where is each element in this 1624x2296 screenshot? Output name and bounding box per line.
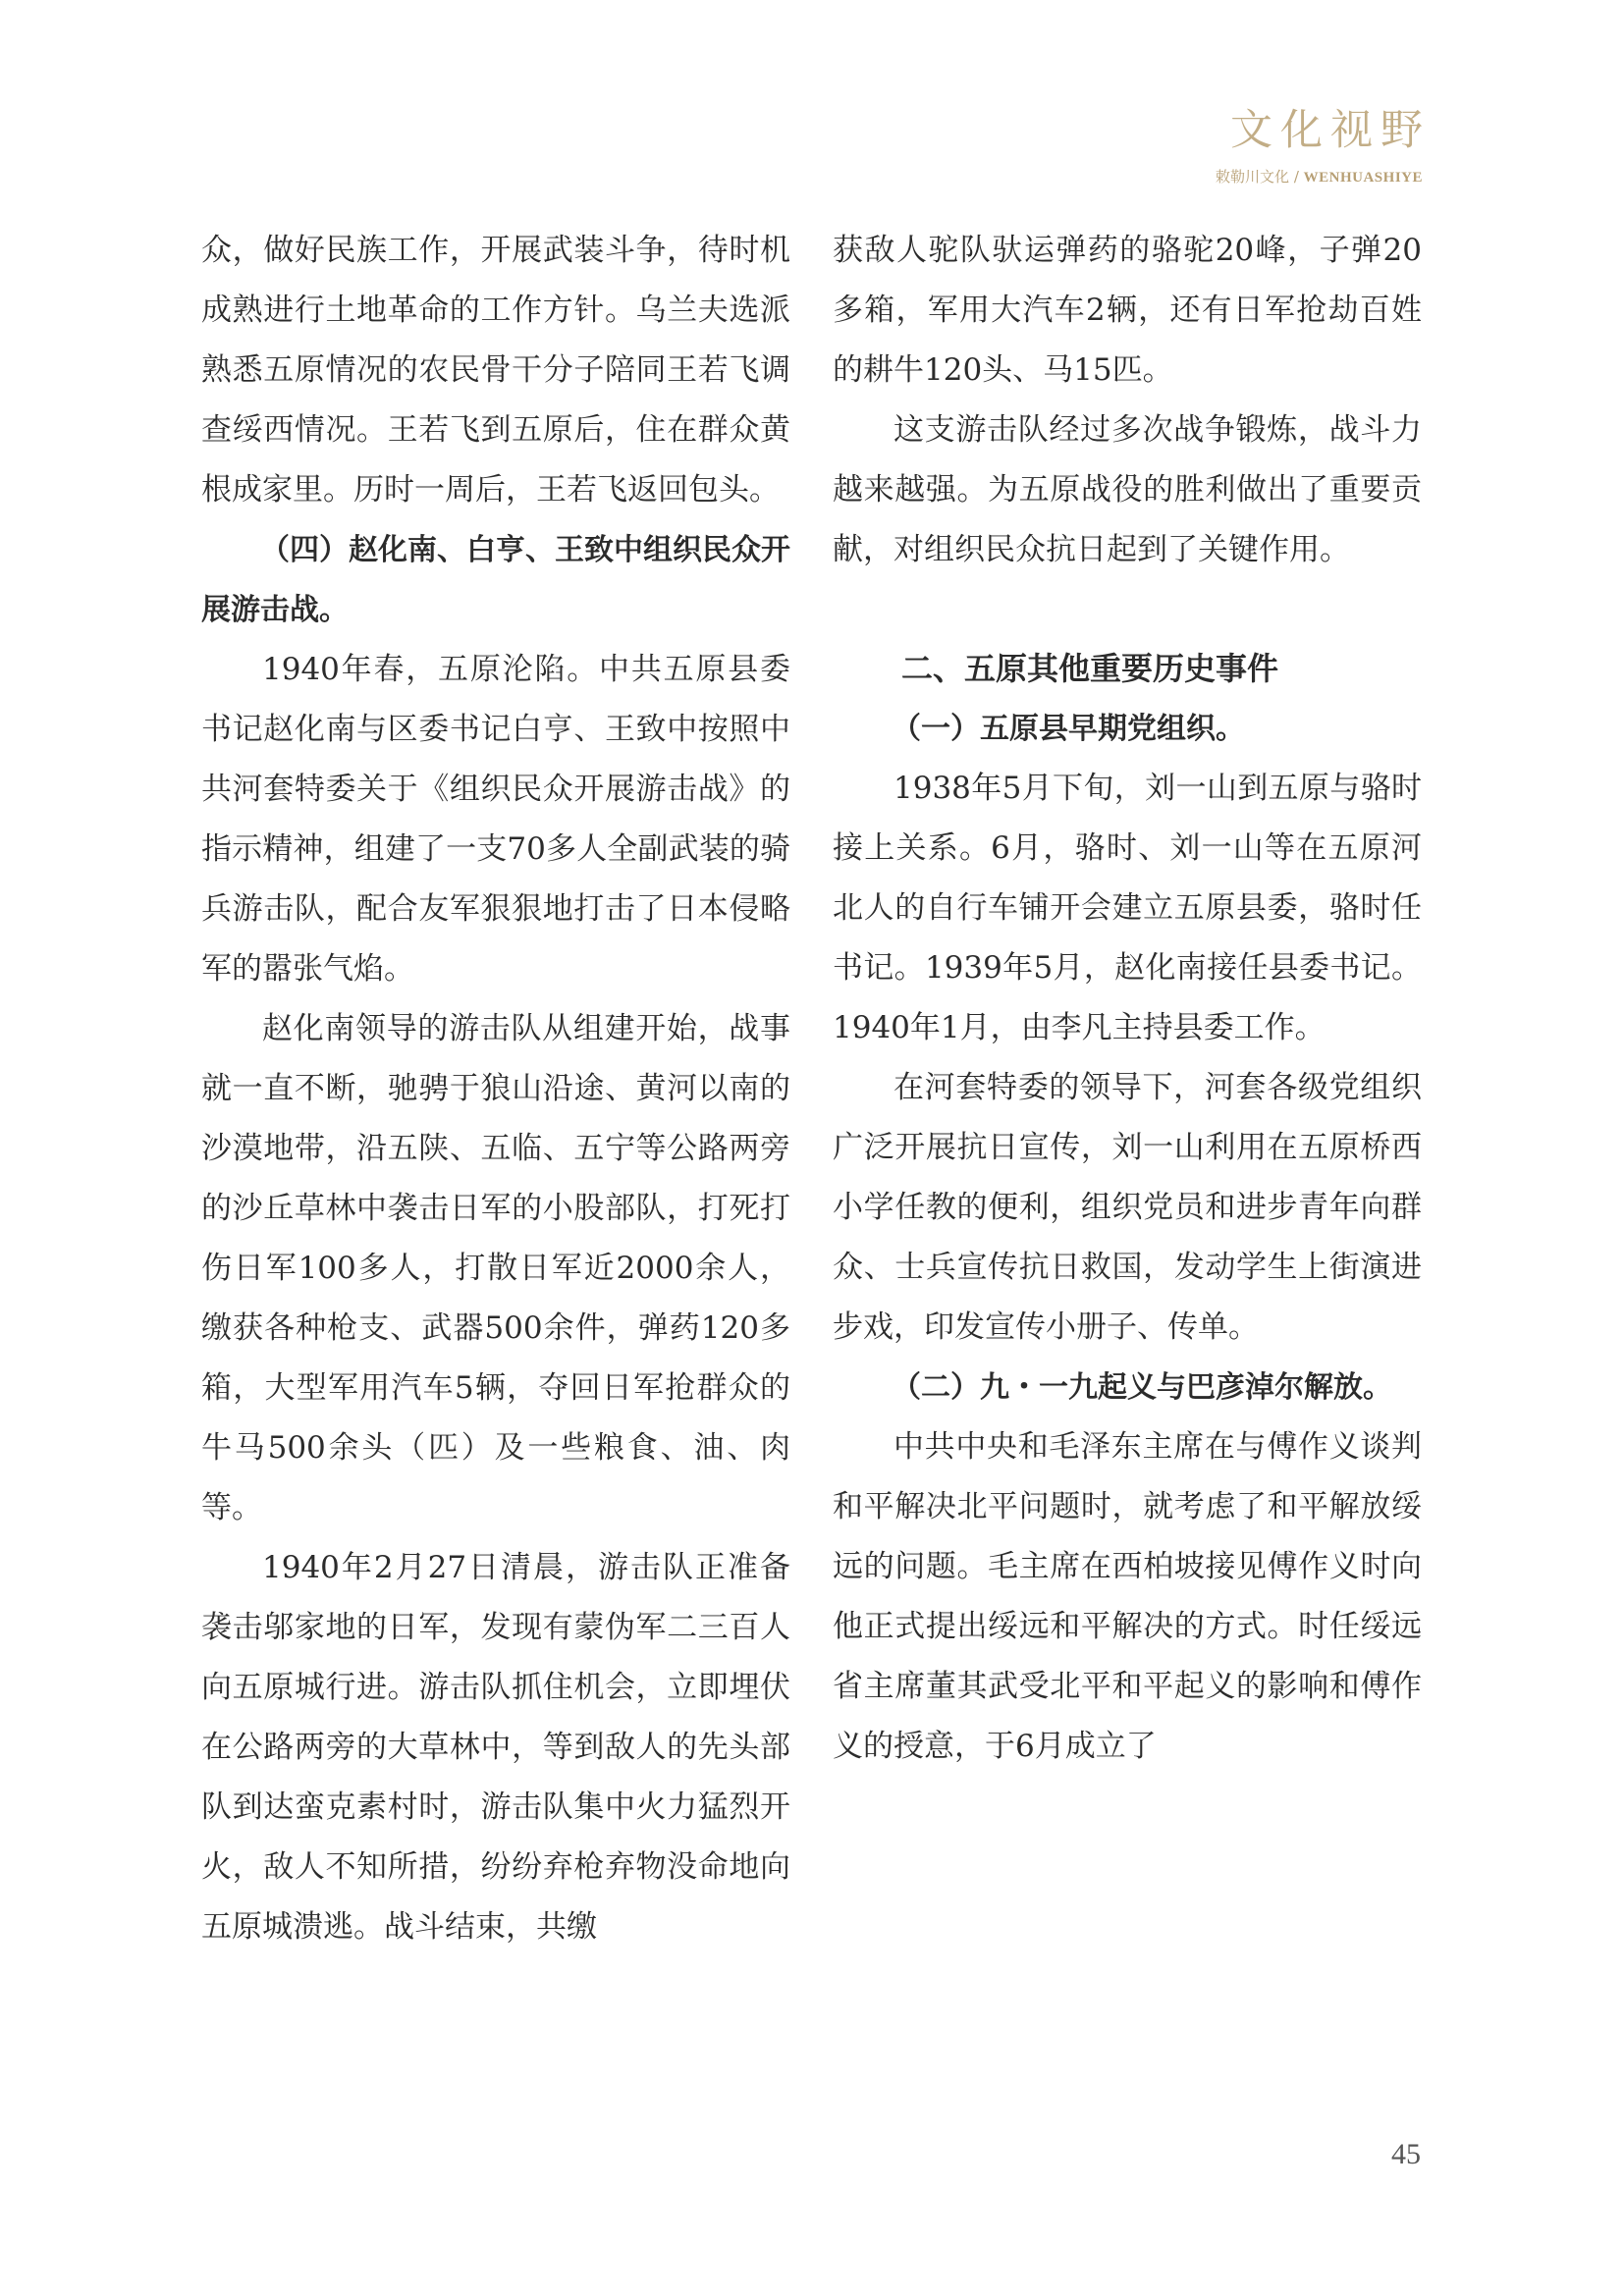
left-column xyxy=(201,221,790,1957)
paragraph: 1940年春，五原沦陷。中共五原县委书记赵化南与区委书记白亨、王致中按照中共河套特委关于《组织民众开展游击战》的指示精神，组建了一支70多人全副武装的骑兵游击队，配合友军狠狠地打击了日本侵略军的嚣张气焰。 xyxy=(201,652,790,987)
subsection-heading: （四）赵化南、白亨、王致中组织民众开展游击战。 xyxy=(201,533,790,627)
paragraph: 在河套特委的领导下，河套各级党组织广泛开展抗日宣传，刘一山利用在五原桥西小学任教的便利，组织党员和进步青年向群众、士兵宣传抗日救国，发动学生上街演进步戏，印发宣传小册子、传单。 xyxy=(833,1070,1422,1345)
paragraph: 1940年2月27日清晨，游击队正准备袭击邬家地的日军，发现有蒙伪军二三百人向五原城行进。游击队抓住机会，立即埋伏在公路两旁的大草林中，等到敌人的先头部队到达蛮克素村时，游击队集中火力猛烈开火，敌人不知所措，纷纷弃枪弃物没命地向五原城溃逃。战斗结束，共缴 xyxy=(201,1550,790,1945)
subsection-heading: （一）五原县早期党组织。 xyxy=(892,712,1245,746)
subtitle-cn: 敕勒川文化 xyxy=(1216,168,1290,186)
page-number: 45 xyxy=(1391,2138,1421,2170)
paragraph: 中共中央和毛泽东主席在与傅作义谈判和平解决北平问题时，就考虑了和平解放绥远的问题。毛主席在西柏坡接见傅作义时向他正式提出绥远和平解决的方式。时任绥远省主席董其武受北平和平起义的影响和傅作义的授意，于6月成立了 xyxy=(833,1429,1422,1764)
running-header xyxy=(1216,106,1431,187)
spacer xyxy=(833,580,1422,639)
paragraph: 众，做好民族工作，开展武装斗争，待时机成熟进行土地革命的工作方针。乌兰夫选派熟悉五原情况的农民骨干分子陪同王若飞调查绥西情况。王若飞到五原后，住在群众黄根成家里。历时一周后，王若飞返回包头。 xyxy=(201,233,790,507)
right-column xyxy=(833,221,1422,1777)
section-title: 文化视野 xyxy=(1230,106,1431,155)
section-heading: 二、五原其他重要历史事件 xyxy=(901,650,1279,687)
paragraph: 获敌人驼队驮运弹药的骆驼20峰，子弹20多箱，军用大汽车2辆，还有日军抢劫百姓的耕牛120头、马15匹。 xyxy=(833,233,1422,388)
paragraph: 1938年5月下旬，刘一山到五原与骆时接上关系。6月，骆时、刘一山等在五原河北人的自行车铺开会建立五原县委，骆时任书记。1939年5月，赵化南接任县委书记。1940年1月，由李凡主持县委工作。 xyxy=(833,771,1422,1045)
subtitle-sep: / xyxy=(1289,168,1304,186)
paragraph: 这支游击队经过多次战争锻炼，战斗力越来越强。为五原战役的胜利做出了重要贡献，对组织民众抗日起到了关键作用。 xyxy=(833,412,1422,567)
subsection-heading: （二）九・一九起义与巴彦淖尔解放。 xyxy=(892,1370,1392,1405)
paragraph: 赵化南领导的游击队从组建开始，战事就一直不断，驰骋于狼山沿途、黄河以南的沙漠地带，沿五陕、五临、五宁等公路两旁的沙丘草林中袭击日军的小股部队，打死打伤日军100多人，打散日军近2000余人，缴获各种枪支、武器500余件，弹药120多箱，大型军用汽车5辆，夺回日军抢群众的牛马500余头（匹）及一些粮食、油、肉等。 xyxy=(201,1011,790,1525)
section-subtitle xyxy=(1216,166,1423,187)
subtitle-en: WENHUASHIYE xyxy=(1303,170,1423,186)
